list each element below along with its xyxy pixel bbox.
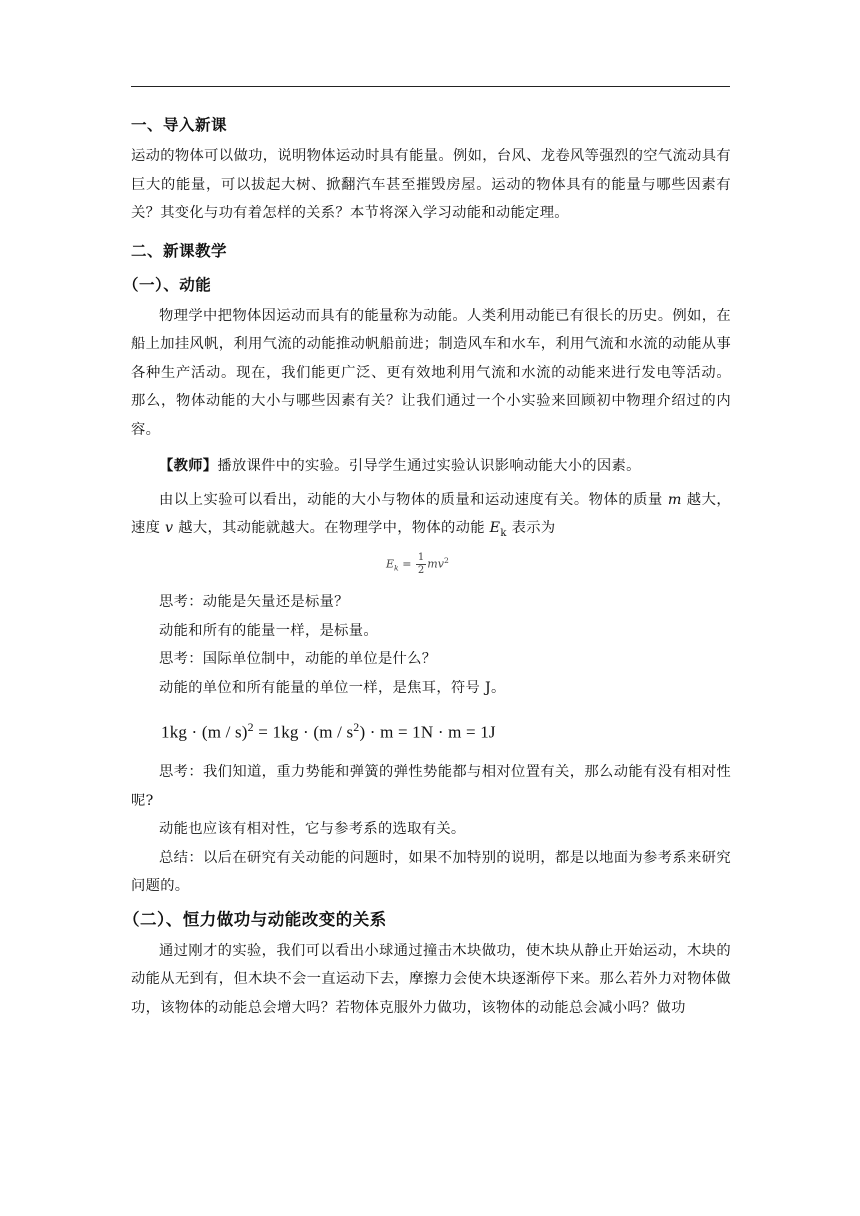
- symbol-m: m: [667, 491, 682, 508]
- answer-scalar: 动能和所有的能量一样，是标量。: [159, 622, 378, 639]
- formula-equals: =: [398, 557, 415, 571]
- formula-E: E: [386, 557, 395, 571]
- symbol-k-sub: k: [500, 527, 507, 539]
- text-run: 越大，其动能就越大。在物理学中，物体的动能: [173, 520, 490, 536]
- unit-sup-1: 2: [247, 720, 254, 735]
- fraction-denominator: 2: [417, 565, 425, 577]
- unit-part-b: = 1kg · (m / s: [253, 723, 354, 743]
- teacher-tag: 【教师】: [159, 458, 218, 474]
- text-run: 由以上实验可以看出，动能的大小与物体的质量和运动速度有关。物体的质量: [159, 491, 668, 508]
- summary-paragraph: 总结：以后在研究有关动能的问题时，如果不加特别的说明，都是以地面为参考系来研究问题的。: [131, 849, 731, 895]
- work-energy-paragraph: 通过刚才的实验，我们可以看出小球通过撞击木块做功，使木块从静止开始运动，木块的动能从无到有，但木块不会一直运动下去，摩擦力会使木块逐渐停下来。那么若外力对物体做功，该物体的动能总会增大吗？若物体克服外力做功，该物体的动能总会减小吗？做功: [131, 942, 731, 1016]
- subsection-title-work-energy: （二）、恒力做功与动能改变的关系: [123, 909, 387, 929]
- symbol-v: v: [165, 520, 174, 536]
- intro-paragraph: 运动的物体可以做功，说明物体运动时具有能量。例如，台风、龙卷风等强烈的空气流动具有巨大的能量，可以拔起大树、掀翻汽车甚至摧毁房屋。运动的物体具有的能量与哪些因素有关？其变化与功有着怎样的关系？本节将深入学习动能和动能定理。: [131, 148, 731, 221]
- answer-unit: 动能的单位和所有能量的单位一样，是焦耳，符号 J。: [159, 679, 506, 696]
- symbol-E: E: [489, 520, 501, 536]
- formula-mv: mv: [427, 557, 444, 571]
- kinetic-energy-formula: [131, 548, 731, 588]
- unit-sup-2: 2: [353, 720, 360, 735]
- text-run: 越大，速度: [131, 491, 731, 536]
- document-body: [123, 108, 731, 1022]
- answer-relativity: 动能也应该有相对性，它与参考系的选取有关。: [159, 821, 466, 838]
- header-rule: [131, 86, 730, 87]
- teacher-text: 播放课件中的实验。引导学生通过实验认识影响动能大小的因素。: [217, 458, 641, 474]
- section-title-intro: 一、导入新课: [131, 116, 228, 134]
- fraction-numerator: 1: [417, 552, 425, 564]
- unit-formula: [161, 702, 731, 758]
- formula-fraction: [416, 552, 426, 577]
- formula-k: k: [394, 564, 399, 574]
- text-run: 表示为: [506, 520, 556, 536]
- section-title-teaching: 二、新课教学: [131, 241, 228, 260]
- question-relativity: 思考：我们知道，重力势能和弹簧的弹性势能都与相对位置有关，那么动能有没有相对性呢?: [131, 764, 731, 809]
- kinetic-energy-paragraph: 物理学中把物体因运动而具有的能量称为动能。人类利用动能已有很长的历史。例如，在船上加挂风帆，利用气流的动能推动帆船前进；制造风车和水车，利用气流和水流的动能从事各种生产活动。现在，我们能更广泛、更有效地利用气流和水流的动能来进行发电等活动。 那么，物体动能的大小与哪些因素有关？让我们通过一个小实验来回顾初中物理介绍过的内容。: [131, 307, 731, 438]
- mass-velocity-paragraph: [131, 486, 731, 549]
- unit-part-c: ) · m = 1N · m = 1J: [359, 723, 496, 743]
- unit-part-a: 1kg · (m / s): [161, 723, 248, 743]
- question-unit: 思考：国际单位制中，动能的单位是什么？: [159, 651, 437, 668]
- subsection-title-kinetic-energy: （一）、动能: [123, 275, 212, 294]
- formula-square: 2: [443, 556, 449, 566]
- question-vector-scalar: 思考：动能是矢量还是标量？: [159, 594, 349, 611]
- teacher-paragraph: [131, 452, 731, 481]
